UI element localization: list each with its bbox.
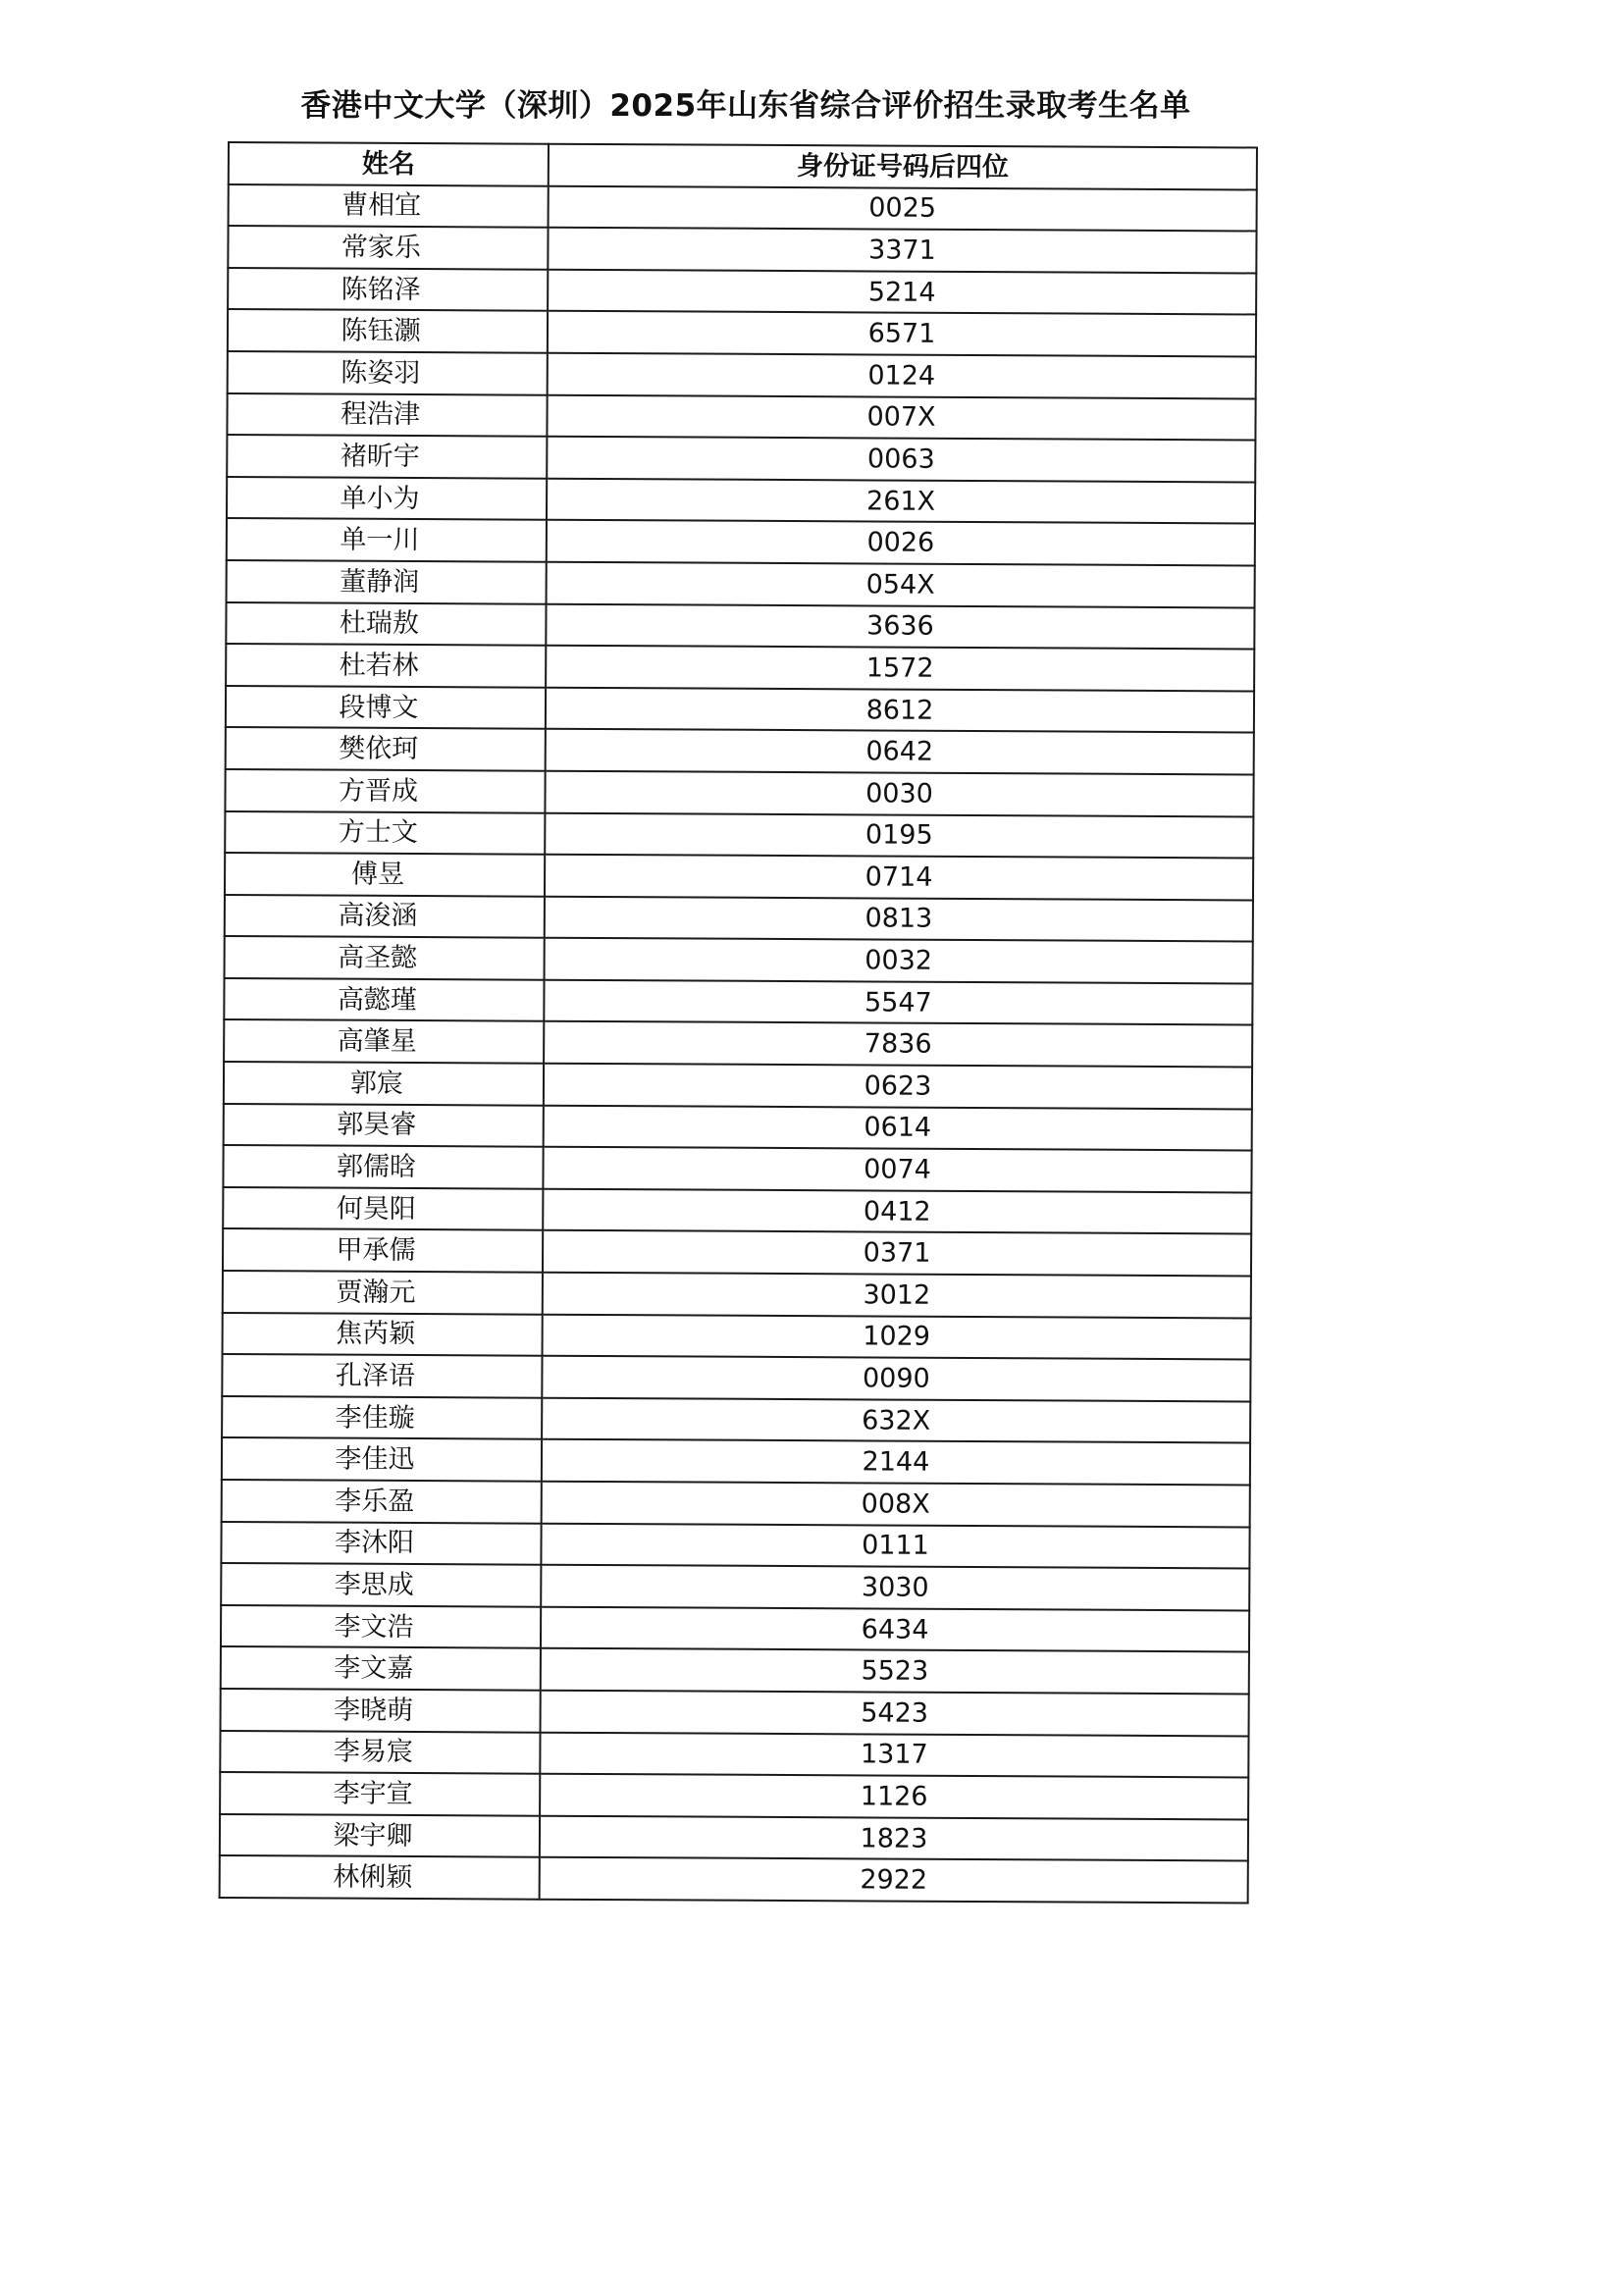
id-last4-cell: 8612 — [546, 687, 1254, 732]
student-name-cell: 褚昕宇 — [227, 435, 547, 478]
id-last4-cell: 3371 — [548, 228, 1256, 273]
student-name-cell: 林俐颖 — [220, 1855, 540, 1899]
id-last4-cell: 1823 — [540, 1815, 1248, 1860]
student-name-cell: 董静润 — [227, 560, 547, 603]
student-name-cell: 陈姿羽 — [228, 351, 548, 394]
table-row — [226, 727, 1254, 774]
student-name-cell: 段博文 — [226, 686, 546, 729]
table-row — [224, 1104, 1252, 1151]
id-last4-cell: 6571 — [548, 311, 1256, 356]
student-name-cell: 甲承儒 — [223, 1228, 543, 1272]
roster-table-body — [220, 184, 1257, 1904]
id-last4-cell: 3636 — [546, 603, 1254, 649]
student-name-cell: 杜若林 — [226, 644, 546, 687]
id-last4-cell: 0714 — [545, 855, 1253, 900]
student-name-cell: 郭儒晗 — [223, 1145, 543, 1188]
id-last4-cell: 0032 — [545, 938, 1253, 983]
id-last4-cell: 0623 — [544, 1064, 1252, 1109]
student-name-cell: 李沐阳 — [221, 1522, 541, 1565]
student-name-cell: 方士文 — [225, 810, 545, 854]
table-row — [223, 1271, 1251, 1318]
student-name-cell: 高懿瑾 — [224, 978, 544, 1021]
table-row — [225, 769, 1253, 816]
table-row — [222, 1354, 1250, 1401]
roster-table-container — [219, 141, 1256, 1904]
id-last4-cell: 0026 — [547, 520, 1255, 565]
student-name-cell: 李佳迅 — [222, 1437, 542, 1481]
table-row — [221, 1605, 1249, 1652]
table-row — [227, 477, 1255, 524]
student-name-cell: 李易宸 — [220, 1731, 540, 1774]
table-row — [222, 1480, 1250, 1527]
table-row — [226, 602, 1254, 650]
student-name-cell: 焦芮颖 — [223, 1313, 543, 1356]
table-row — [225, 853, 1253, 900]
id-last4-cell: 0642 — [546, 729, 1254, 774]
id-last4-cell: 0195 — [545, 812, 1253, 858]
id-last4-cell: 2144 — [542, 1439, 1250, 1485]
student-name-cell: 郭昊睿 — [224, 1104, 544, 1147]
table-row — [227, 435, 1255, 482]
table-row — [227, 518, 1255, 565]
id-last4-cell: 632X — [542, 1398, 1250, 1443]
student-name-cell: 杜瑞敖 — [226, 602, 546, 646]
id-last4-cell: 5423 — [541, 1691, 1249, 1736]
table-row — [223, 1228, 1251, 1276]
id-last4-cell: 0063 — [547, 437, 1255, 482]
id-last4-cell: 0813 — [545, 896, 1253, 941]
id-last4-cell: 0025 — [549, 185, 1257, 231]
student-name-cell: 方晋成 — [225, 769, 545, 812]
table-row — [220, 1814, 1248, 1861]
table-header-row — [229, 142, 1257, 189]
table-row — [223, 1187, 1251, 1234]
id-last4-cell: 6434 — [541, 1606, 1249, 1651]
id-last4-cell: 261X — [547, 478, 1255, 523]
table-row — [224, 1019, 1252, 1067]
student-name-cell: 李文浩 — [221, 1605, 541, 1648]
table-row — [222, 1396, 1250, 1443]
id-last4-cell: 0111 — [541, 1523, 1249, 1568]
id-last4-cell: 0074 — [543, 1147, 1251, 1192]
id-last4-cell: 0124 — [548, 353, 1256, 398]
table-row — [221, 1689, 1249, 1736]
student-name-cell: 傅昱 — [225, 853, 545, 896]
table-row — [220, 1855, 1248, 1903]
student-name-cell: 陈铭泽 — [228, 268, 548, 311]
id-last4-cell: 5214 — [548, 269, 1256, 314]
table-row — [220, 1731, 1248, 1778]
student-name-cell: 陈钰灏 — [228, 309, 548, 352]
id-last4-cell: 008X — [542, 1482, 1250, 1527]
id-last4-cell: 0090 — [542, 1356, 1250, 1401]
student-name-cell: 李乐盈 — [222, 1480, 542, 1523]
student-name-cell: 程浩津 — [227, 393, 547, 437]
student-name-cell: 常家乐 — [228, 226, 548, 269]
student-name-cell: 李文嘉 — [221, 1646, 541, 1690]
table-row — [224, 1062, 1252, 1109]
id-last4-cell: 1317 — [540, 1732, 1248, 1777]
student-name-cell: 孔泽语 — [222, 1354, 542, 1397]
student-name-cell: 高圣懿 — [225, 936, 545, 979]
student-name-cell: 樊依珂 — [226, 727, 546, 770]
table-row — [220, 1772, 1248, 1819]
id-last4-cell: 054X — [547, 562, 1255, 607]
table-row — [225, 936, 1253, 983]
document-title: 香港中文大学（深圳）2025年山东省综合评价招生录取考生名单 — [300, 88, 1191, 124]
id-last4-cell: 1029 — [543, 1314, 1251, 1359]
student-name-cell: 高肇星 — [224, 1019, 544, 1063]
student-name-cell: 贾瀚元 — [223, 1271, 543, 1314]
table-row — [228, 226, 1256, 273]
id-last4-cell: 5547 — [544, 980, 1252, 1025]
table-row — [224, 978, 1252, 1025]
table-row — [221, 1563, 1249, 1610]
id-last4-cell: 1126 — [540, 1774, 1248, 1819]
table-row — [223, 1145, 1251, 1192]
id-last4-cell: 3030 — [541, 1565, 1249, 1610]
id-last4-cell: 5523 — [541, 1648, 1249, 1694]
student-name-cell: 李晓萌 — [221, 1689, 541, 1732]
id-last4-cell: 3012 — [543, 1273, 1251, 1318]
student-name-cell: 单一川 — [227, 518, 547, 561]
column-header-id-last4: 身份证号码后四位 — [549, 144, 1257, 189]
table-row — [227, 560, 1255, 607]
student-name-cell: 高浚涵 — [225, 895, 545, 938]
table-row — [228, 309, 1256, 356]
id-last4-cell: 007X — [547, 394, 1255, 440]
id-last4-cell: 0614 — [544, 1105, 1252, 1150]
id-last4-cell: 1572 — [546, 646, 1254, 691]
student-name-cell: 郭宸 — [224, 1062, 544, 1105]
table-row — [221, 1646, 1249, 1694]
id-last4-cell: 0412 — [543, 1189, 1251, 1234]
id-last4-cell: 2922 — [540, 1857, 1248, 1903]
student-name-cell: 曹相宜 — [229, 184, 549, 228]
table-row — [226, 686, 1254, 733]
table-row — [226, 644, 1254, 691]
student-name-cell: 何昊阳 — [223, 1187, 543, 1230]
table-row — [221, 1522, 1249, 1569]
table-row — [223, 1313, 1251, 1360]
student-name-cell: 单小为 — [227, 477, 547, 520]
roster-table — [219, 141, 1258, 1904]
table-row — [225, 895, 1253, 942]
id-last4-cell: 0371 — [543, 1230, 1251, 1276]
student-name-cell: 李佳璇 — [222, 1396, 542, 1439]
student-name-cell: 梁宇卿 — [220, 1814, 540, 1857]
student-name-cell: 李思成 — [221, 1563, 541, 1606]
column-header-name: 姓名 — [229, 142, 549, 185]
id-last4-cell: 7836 — [544, 1021, 1252, 1067]
table-row — [229, 184, 1257, 232]
table-row — [228, 351, 1256, 398]
table-row — [227, 393, 1255, 441]
table-row — [225, 810, 1253, 858]
table-row — [222, 1437, 1250, 1485]
student-name-cell: 李宇宣 — [220, 1772, 540, 1815]
id-last4-cell: 0030 — [545, 771, 1253, 816]
table-row — [228, 268, 1256, 315]
